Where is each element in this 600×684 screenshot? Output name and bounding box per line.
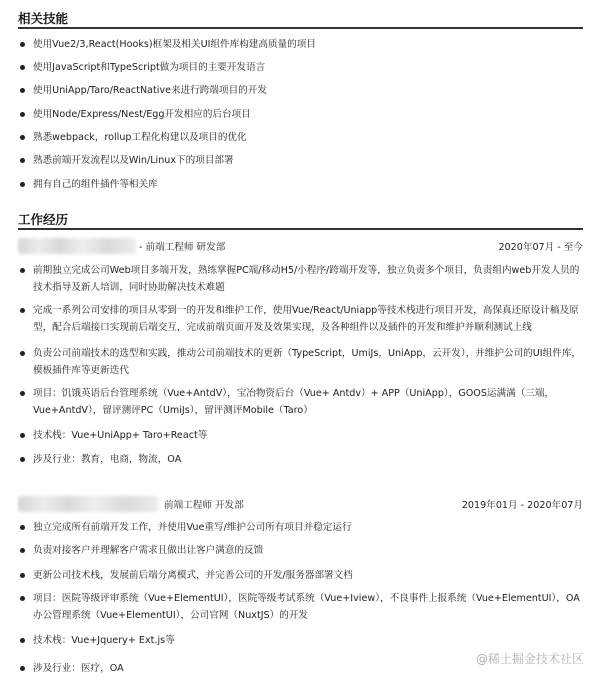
job-date: 2020年07月 - 至今 <box>498 242 583 253</box>
job-item: 负责公司前端技术的选型和实践，推动公司前端技术的更新（TypeScript，UmiJs，UniApp，云开发），并维护公司的UI组件库，模板插件库等更新迭代 <box>18 345 583 379</box>
bullet-icon <box>20 112 25 117</box>
bullet-icon <box>20 391 25 396</box>
job-item: 涉及行业：医疗，OA <box>18 660 583 677</box>
work-divider <box>18 228 583 230</box>
bullet-icon <box>20 42 25 47</box>
job-item: 涉及行业：教育，电商，物流，OA <box>18 451 583 468</box>
bullet-icon <box>20 158 25 163</box>
redacted-company-name <box>18 238 136 254</box>
bullet-icon <box>20 351 25 356</box>
job-header <box>18 237 583 255</box>
bullet-icon <box>20 65 25 70</box>
job-item: 前期独立完成公司Web项目多端开发，熟练掌握PC端/移动H5/小程序/跨端开发等，独立负责多个项目，负责组内web开发人员的技术指导及新人培训，同时协助解决技术难题 <box>18 262 583 296</box>
job-item: 更新公司技术栈，发展前后端分离模式，并完善公司的开发/服务器部署文档 <box>18 567 583 584</box>
job-item: 技术栈：Vue+UniApp+ Taro+React等 <box>18 427 583 444</box>
job-item: 独立完成所有前端开发工作，并使用Vue重写/维护公司所有项目并稳定运行 <box>18 519 583 536</box>
bullet-icon <box>20 457 25 462</box>
bullet-icon <box>20 308 25 313</box>
bullet-icon <box>20 88 25 93</box>
skill-item: 熟悉前端开发流程以及Win/Linux下的项目部署 <box>18 152 583 169</box>
bullet-icon <box>20 548 25 553</box>
bullet-icon <box>20 573 25 578</box>
skill-item: 使用Node/Express/Nest/Egg开发相应的后台项目 <box>18 106 583 123</box>
bullet-icon <box>20 135 25 140</box>
bullet-icon <box>20 596 25 601</box>
job-date: 2019年01月 - 2020年07月 <box>461 500 583 511</box>
skill-item: 熟悉webpack，rollup工程化构建以及项目的优化 <box>18 129 583 146</box>
job-role: - 前端工程师 研发部 <box>139 242 226 253</box>
bullet-icon <box>20 268 25 273</box>
skills-section-title: 相关技能 <box>18 11 69 26</box>
bullet-icon <box>20 433 25 438</box>
job-item: 项目：医院等级评审系统（Vue+ElementUI），医院等级考试系统（Vue+Iview），不良事件上报系统（Vue+ElementUI），OA办公管理系统（Vue+ElementUI），公司官网（NuxtJS）的开发 <box>18 590 583 624</box>
job-item: 技术栈：Vue+Jquery+ Ext.js等 <box>18 632 583 649</box>
skill-item: 使用UniApp/Taro/ReactNative来进行跨端项目的开发 <box>18 82 583 99</box>
skills-divider <box>18 27 583 29</box>
watermark-text: @稀土掘金技术社区 <box>475 652 584 666</box>
redacted-company-name <box>18 496 158 512</box>
skill-item: 使用Vue2/3,React(Hooks)框架及相关UI组件库构建高质量的项目 <box>18 36 583 53</box>
bullet-icon <box>20 525 25 530</box>
bullet-icon <box>20 182 25 187</box>
job-header <box>18 495 583 513</box>
job-role: 前端工程师 开发部 <box>164 500 244 511</box>
bullet-icon <box>20 638 25 643</box>
skill-item: 使用JavaScript和TypeScript做为项目的主要开发语言 <box>18 59 583 76</box>
job-item: 项目：饥饿英语后台管理系统（Vue+AntdV），宝冶物资后台（Vue+ Antdv）+ APP（UniApp），GOOS运满满（三端，Vue+AntdV），留评测评PC（UmiJs），留评测评Mobile（Taro） <box>18 385 583 419</box>
work-section-title: 工作经历 <box>18 212 69 227</box>
skill-item: 拥有自己的组件插件等相关库 <box>18 176 583 193</box>
bullet-icon <box>20 666 25 671</box>
job-item: 完成一系列公司安排的项目从零到一的开发和维护工作，使用Vue/React/Uniapp等技术栈进行项目开发，高保真还原设计稿及原型，配合后端接口实现前后端交互，完成前端页面开发及效果实现，及各种组件以及插件的开发和维护并顺利测试上线 <box>18 302 583 336</box>
job-item: 负责对接客户并理解客户需求且做出让客户满意的反馈 <box>18 542 583 559</box>
